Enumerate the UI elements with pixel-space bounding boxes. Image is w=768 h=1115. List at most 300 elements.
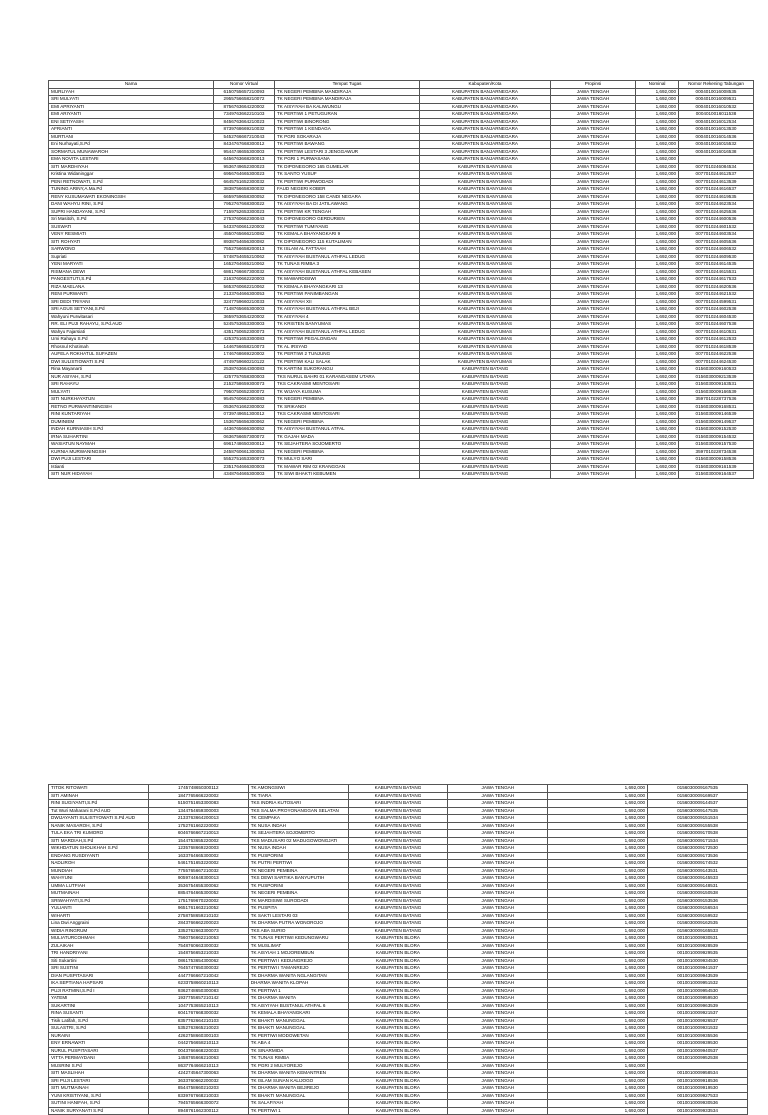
cell-tempat-tugas: TKS ABA SURIO: [248, 927, 348, 935]
cell-propinsi: JAWA TENGAH: [448, 1092, 548, 1100]
table-row: [49, 950, 748, 958]
cell-nomor-virtual: 7560756662210053: [148, 935, 248, 943]
cell-nomor-virtual: 9544746655300003: [214, 148, 275, 156]
cell-tempat-tugas: TK MAWARDISIWI: [275, 276, 420, 284]
cell-nominal: 1,692,000: [548, 860, 648, 868]
cell-nama: RIZA MAELANA: [49, 283, 214, 291]
cell-propinsi: JAWA TENGAH: [448, 1077, 548, 1085]
cell-nama: ZULAIKAH: [49, 942, 149, 950]
cell-nama: EMI ARIYANTI: [49, 111, 214, 119]
table-row: [49, 897, 748, 905]
cell-tempat-tugas: TK PERTIWI 2 TUNJUNG: [275, 351, 420, 359]
cell-nomor-virtual: 6233758660210113: [148, 980, 248, 988]
cell-nama: DWI PUJI LESTARI: [49, 456, 214, 464]
cell-kabupaten: KABUPATEN BLORA: [348, 1070, 448, 1078]
cell-nama: TITOK RITOWATI: [49, 785, 149, 793]
cell-kabupaten: KABUPATEN BATANG: [420, 411, 551, 419]
cell-propinsi: JAWA TENGAH: [551, 433, 636, 441]
cell-nominal: 1,692,000: [636, 418, 679, 426]
cell-nomor-virtual: 4436765666300052: [214, 426, 275, 434]
cell-nama: SITI MASLIHAH: [49, 1070, 149, 1078]
cell-nama: Umi Rahayu S.Pd: [49, 336, 214, 344]
cell-kabupaten: KABUPATEN BLORA: [348, 1062, 448, 1070]
cell-nomor-virtual: 5433760661220002: [214, 223, 275, 231]
cell-nomor-virtual: 3659753654220002: [214, 313, 275, 321]
cell-kabupaten: KABUPATEN BATANG: [348, 912, 448, 920]
cell-propinsi: JAWA TENGAH: [448, 1017, 548, 1025]
cell-nominal: 1,692,000: [636, 358, 679, 366]
cell-nomor-virtual: 7159752653300023: [214, 208, 275, 216]
cell-nominal: 1,692,000: [636, 208, 679, 216]
cell-nomor-virtual: 1235768669220003: [148, 845, 248, 853]
cell-nomor-virtual: 1446756658210073: [214, 343, 275, 351]
cell-nama: Wahyuni Purwitasari: [49, 313, 214, 321]
table-row: [49, 980, 748, 988]
cell-tempat-tugas: TK TIARA: [248, 792, 348, 800]
cell-nama: WIHARTI: [49, 912, 149, 920]
cell-propinsi: JAWA TENGAH: [448, 972, 548, 980]
cell-nomor-rekening: 0156030009173536: [648, 852, 748, 860]
cell-nominal: 1,692,000: [636, 253, 679, 261]
cell-nomor-rekening: 0004010016008535: [679, 88, 754, 96]
cell-nominal: 1,692,000: [636, 298, 679, 306]
cell-kabupaten: KABUPATEN BLORA: [348, 1002, 448, 1010]
cell-nominal: 1,692,000: [636, 231, 679, 239]
cell-tempat-tugas: TK AISYIYAH BUSTANUL ATHFAL BEJI: [275, 306, 420, 314]
cell-nomor-virtual: 8544758660210203: [148, 1085, 248, 1093]
cell-nama: SARWONO: [49, 246, 214, 254]
table-row: [49, 785, 748, 793]
cell-nama: SRI MULYATI: [49, 96, 214, 104]
cell-propinsi: JAWA TENGAH: [551, 268, 636, 276]
cell-nomor-virtual: 5552751653300073: [214, 456, 275, 464]
cell-nominal: 1,692,000: [636, 433, 679, 441]
cell-nama: MUNDIAH: [49, 867, 149, 875]
cell-propinsi: JAWA TENGAH: [448, 1040, 548, 1048]
cell-nomor-rekening: 0010010009935536: [648, 1032, 748, 1040]
cell-nomor-rekening: 0156030009170538: [648, 830, 748, 838]
cell-nomor-rekening: 0077010244613539: [679, 178, 754, 186]
cell-nomor-rekening: 0077010244622538: [679, 351, 754, 359]
cell-nomor-virtual: 6659759658300052: [214, 193, 275, 201]
table-row: [49, 366, 754, 374]
cell-nama: RINI SUGIYANTI,S.Pd: [49, 800, 149, 808]
cell-nomor-rekening: 3597010228734538: [679, 448, 754, 456]
cell-nomor-virtual: 1633764665300002: [148, 852, 248, 860]
cell-tempat-tugas: TK SINARMIDA: [248, 1047, 348, 1055]
cell-propinsi: JAWA TENGAH: [448, 927, 548, 935]
cell-nominal: 1,692,000: [636, 336, 679, 344]
cell-nominal: 1,692,000: [636, 373, 679, 381]
cell-propinsi: JAWA TENGAH: [551, 336, 636, 344]
cell-nomor-virtual: 9545760662300083: [214, 396, 275, 404]
cell-nomor-virtual: 8756763664220002: [214, 103, 275, 111]
cell-nomor-rekening: 0156030009153536: [648, 897, 748, 905]
cell-propinsi: JAWA TENGAH: [551, 358, 636, 366]
cell-nomor-rekening: 0077010244602538: [679, 306, 754, 314]
cell-nama: WAHYUNI: [49, 875, 149, 883]
cell-kabupaten: KABUPATEN BANYUMAS: [420, 201, 551, 209]
table-row: [49, 837, 748, 845]
table-row: [49, 201, 754, 209]
cell-nominal: 1,692,000: [636, 201, 679, 209]
cell-nominal: 1,692,000: [636, 178, 679, 186]
cell-tempat-tugas: TK SALAFIYAH: [248, 1100, 348, 1108]
cell-nomor-rekening: 0010010009934530: [648, 957, 748, 965]
table-row: [49, 403, 754, 411]
cell-nama: PUJI RATMINI,S.Pd I: [49, 987, 149, 995]
table-row: [49, 1032, 748, 1040]
table-row: [49, 208, 754, 216]
cell-tempat-tugas: DHARMA WANITA KLOPAH: [248, 980, 348, 988]
cell-nomor-rekening: 0156030009165533: [648, 927, 748, 935]
cell-kabupaten: KABUPATEN BLORA: [348, 1010, 448, 1018]
cell-kabupaten: KABUPATEN BATANG: [348, 860, 448, 868]
cell-nominal: 1,692,000: [548, 905, 648, 913]
cell-nomor-rekening: 0077010244609530: [679, 253, 754, 261]
cell-kabupaten: KABUPATEN BLORA: [348, 987, 448, 995]
cell-tempat-tugas: TK PUTRI PERTIWI: [248, 860, 348, 868]
cell-tempat-tugas: TK NEGERI PEMBINA: [275, 396, 420, 404]
table-row: [49, 216, 754, 224]
cell-tempat-tugas: TK SANTO YUSUF: [275, 171, 420, 179]
cell-nomor-rekening: 0077010244610531: [679, 328, 754, 336]
cell-propinsi: JAWA TENGAH: [551, 208, 636, 216]
cell-tempat-tugas: TK SRIKANDI: [275, 403, 420, 411]
cell-kabupaten: KABUPATEN BANYUMAS: [420, 193, 551, 201]
cell-nomor-rekening: 0156030009160533: [679, 366, 754, 374]
cell-nominal: 1,692,000: [636, 463, 679, 471]
cell-nomor-rekening: 0156030009172530: [648, 845, 748, 853]
cell-tempat-tugas: TK BHAKTI MANUNGGAL: [248, 1017, 348, 1025]
cell-nama: RETNO PURWANTININGSIH: [49, 403, 214, 411]
cell-propinsi: JAWA TENGAH: [551, 373, 636, 381]
cell-nomor-virtual: 1745748650300112: [148, 785, 248, 793]
cell-nomor-virtual: 2133764666300053: [214, 291, 275, 299]
cell-nama: IRNA SUHARTINI: [49, 433, 214, 441]
cell-propinsi: JAWA TENGAH: [448, 822, 548, 830]
cell-nominal: 1,692,000: [548, 1025, 648, 1033]
cell-nominal: 1,692,000: [548, 890, 648, 898]
table-row: [49, 792, 748, 800]
table-row: [49, 381, 754, 389]
cell-nomor-virtual: 5452766667210043: [214, 133, 275, 141]
cell-kabupaten: KABUPATEN BANYUMAS: [420, 208, 551, 216]
cell-nomor-virtual: 2163760662220003: [214, 276, 275, 284]
cell-nomor-virtual: 4257757658300003: [214, 373, 275, 381]
cell-nominal: 1,692,000: [636, 313, 679, 321]
cell-propinsi: JAWA TENGAH: [448, 852, 548, 860]
cell-nomor-rekening: 0004010016011538: [679, 111, 754, 119]
cell-tempat-tugas: TK DHARMA WANITA NGLANGITAN: [248, 972, 348, 980]
cell-tempat-tugas: TK DIPONEGORO 165 GUMELAR: [275, 163, 420, 171]
cell-tempat-tugas: TK SEJAHTERA SOJOMERTO: [248, 830, 348, 838]
cell-tempat-tugas: TK DIPONEGORO GERDURIEN: [275, 216, 420, 224]
cell-nomor-virtual: 1536755656300062: [214, 418, 275, 426]
table-row: [49, 411, 754, 419]
cell-nomor-rekening: 0077010244617533: [679, 276, 754, 284]
cell-nominal: 1,692,000: [636, 126, 679, 134]
table-row: [49, 463, 754, 471]
cell-nomor-rekening: 0077010244619535: [679, 193, 754, 201]
cell-propinsi: JAWA TENGAH: [551, 223, 636, 231]
cell-nama: NUR ASIYAH, S.Pd: [49, 373, 214, 381]
cell-kabupaten: KABUPATEN BATANG: [348, 830, 448, 838]
table-row: [49, 957, 748, 965]
cell-nomor-virtual: 2538763664300083: [214, 366, 275, 374]
cell-nomor-rekening: 0156030009167535: [648, 785, 748, 793]
cell-nama: RENY KUSUMAWATI EKONINGSIH: [49, 193, 214, 201]
cell-propinsi: JAWA TENGAH: [448, 905, 548, 913]
col-header-nomor-virtual: Nomor Virtual: [214, 81, 275, 89]
cell-nomor-virtual: 2758758659210102: [148, 912, 248, 920]
cell-nomor-virtual: 6956764665300023: [214, 171, 275, 179]
cell-kabupaten: KABUPATEN BATANG: [348, 897, 448, 905]
cell-nomor-virtual: 5245753653300003: [214, 321, 275, 329]
cell-kabupaten: KABUPATEN BATANG: [420, 433, 551, 441]
table-row: [49, 1077, 748, 1085]
cell-nominal: 1,692,000: [548, 837, 648, 845]
cell-nama: PENI RETNOWATI, S.Pd: [49, 178, 214, 186]
table-row: [49, 852, 748, 860]
cell-nomor-virtual: 2753760662300043: [214, 216, 275, 224]
cell-kabupaten: KABUPATEN BANYUMAS: [420, 261, 551, 269]
cell-nama: VITTA PERMAYDANI: [49, 1055, 149, 1063]
cell-propinsi: JAWA TENGAH: [551, 388, 636, 396]
cell-propinsi: JAWA TENGAH: [551, 396, 636, 404]
cell-nomor-virtual: 6961748650300012: [214, 441, 275, 449]
cell-nama: WASIATUN NAYMAH: [49, 441, 214, 449]
cell-propinsi: JAWA TENGAH: [551, 456, 636, 464]
cell-nama: MURLIYAH: [49, 88, 214, 96]
cell-nominal: 1,692,000: [636, 133, 679, 141]
cell-nomor-rekening: 0004010016015532: [679, 141, 754, 149]
cell-nama: MULIATURCOHMAH: [49, 935, 149, 943]
cell-nama: IKA SEPTIANA HAPSARI: [49, 980, 149, 988]
cell-nominal: 1,692,000: [636, 411, 679, 419]
cell-tempat-tugas: TK DHARMA WANITA KEMANTREN: [248, 1070, 348, 1078]
cell-kabupaten: KABUPATEN BATANG: [348, 852, 448, 860]
cell-nomor-rekening: 0156030009149537: [679, 418, 754, 426]
cell-tempat-tugas: TKS CAKRASMI MENTOSARI: [275, 381, 420, 389]
cell-propinsi: JAWA TENGAH: [551, 141, 636, 149]
cell-nomor-rekening: 0156030009152530: [679, 426, 754, 434]
cell-kabupaten: KABUPATEN BLORA: [348, 1055, 448, 1063]
cell-tempat-tugas: TK DHARMA PUTRA WONOROJO: [248, 920, 348, 928]
cell-nama: SUKARTINI: [49, 1002, 149, 1010]
table-row: [49, 103, 754, 111]
cell-tempat-tugas: TK ISLAM AL FATTAAH: [275, 246, 420, 254]
cell-nomor-rekening: 0077010244604530: [679, 313, 754, 321]
cell-propinsi: JAWA TENGAH: [448, 1062, 548, 1070]
table-row: [49, 328, 754, 336]
cell-kabupaten: KABUPATEN BLORA: [348, 957, 448, 965]
cell-tempat-tugas: TK NEGERI PEMBINA MANDIRAJA: [275, 88, 420, 96]
cell-tempat-tugas: TK PERTIWI 1 PETUGURAN: [275, 111, 420, 119]
cell-tempat-tugas: TK PERTIWI BAWANG: [275, 141, 420, 149]
cell-nomor-virtual: 7952767668300022: [214, 201, 275, 209]
teacher-allowance-table-1: [48, 80, 754, 479]
cell-propinsi: JAWA TENGAH: [551, 463, 636, 471]
cell-nomor-virtual: 9362748650300083: [148, 987, 248, 995]
cell-nomor-rekening: 0156030009145533: [648, 875, 748, 883]
table-row: [49, 815, 748, 823]
cell-propinsi: JAWA TENGAH: [448, 860, 548, 868]
table-row: [49, 845, 748, 853]
cell-nominal: 1,692,000: [636, 88, 679, 96]
cell-kabupaten: KABUPATEN BATANG: [348, 920, 448, 928]
cell-tempat-tugas: TK ABA 4: [248, 1040, 348, 1048]
cell-nama: Rhosnul Khotimah: [49, 343, 214, 351]
cell-kabupaten: KABUPATEN BLORA: [348, 935, 448, 943]
table-row: [49, 96, 754, 104]
cell-nomor-virtual: 7645747650300032: [148, 965, 248, 973]
cell-nama: EMA NOVITA LESTARI: [49, 156, 214, 164]
cell-propinsi: JAWA TENGAH: [448, 1070, 548, 1078]
cell-nominal: 1,692,000: [636, 366, 679, 374]
cell-nominal: 1,692,000: [636, 118, 679, 126]
cell-kabupaten: KABUPATEN BLORA: [348, 965, 448, 973]
cell-tempat-tugas: TK BHAKTI MANUNGGAL: [248, 1092, 348, 1100]
cell-nomor-rekening: 0010010009952538: [648, 1055, 748, 1063]
cell-nominal: 1,692,000: [548, 1070, 648, 1078]
cell-nomor-virtual: 5653760662210062: [214, 283, 275, 291]
table-row: [49, 1085, 748, 1093]
cell-nomor-virtual: 8739768669210032: [214, 126, 275, 134]
cell-nama: YULIANTI: [49, 905, 149, 913]
cell-nominal: 1,692,000: [636, 426, 679, 434]
cell-nomor-virtual: 7945765666300072: [148, 1100, 248, 1108]
cell-kabupaten: KABUPATEN BATANG: [420, 366, 551, 374]
cell-nomor-virtual: 4550765666210082: [214, 231, 275, 239]
cell-nomor-rekening: 0156030009157530: [679, 441, 754, 449]
cell-nominal: 1,692,000: [548, 1100, 648, 1108]
cell-nominal: 1,692,000: [636, 381, 679, 389]
cell-nomor-rekening: 0156030009147535: [648, 807, 748, 815]
cell-propinsi: JAWA TENGAH: [448, 1010, 548, 1018]
cell-nama: TRI HANDRIYANI: [49, 950, 149, 958]
cell-tempat-tugas: TK PERTIWI I TAMANREJO: [248, 965, 348, 973]
cell-nomor-virtual: 0536761662300002: [214, 403, 275, 411]
col-header-nomor-rekening: Nomor Rekening Tabungan: [679, 81, 754, 89]
cell-kabupaten: KABUPATEN BLORA: [348, 1017, 448, 1025]
cell-nomor-rekening: 0004010016016538: [679, 148, 754, 156]
cell-nomor-virtual: 1937755657210142: [148, 995, 248, 1003]
cell-nominal: 1,692,000: [636, 321, 679, 329]
cell-nama: Rina Mayanarti: [49, 366, 214, 374]
table-row: [49, 1070, 748, 1078]
table-row: [49, 890, 748, 898]
table-row: [49, 321, 754, 329]
cell-nomor-virtual: 4351750652300073: [214, 328, 275, 336]
table-row: [49, 1062, 748, 1070]
cell-nama: Tut Wuri Maharani S.Pd AUD: [49, 807, 149, 815]
cell-propinsi: JAWA TENGAH: [448, 1107, 548, 1115]
cell-nama: DIAN PUSPITASARI: [49, 972, 149, 980]
table-row: [49, 156, 754, 164]
cell-propinsi: JAWA TENGAH: [551, 328, 636, 336]
table-row: [49, 253, 754, 261]
cell-kabupaten: KABUPATEN BANYUMAS: [420, 313, 551, 321]
cell-nomor-rekening: 0010010009933534: [648, 1107, 748, 1115]
cell-nomor-virtual: 6041767668300032: [148, 1010, 248, 1018]
cell-tempat-tugas: TK PUSPORINI: [248, 882, 348, 890]
cell-propinsi: JAWA TENGAH: [551, 216, 636, 224]
cell-propinsi: JAWA TENGAH: [551, 111, 636, 119]
cell-tempat-tugas: TK CEMPAKA: [248, 815, 348, 823]
cell-nomor-virtual: 6861766667300032: [214, 268, 275, 276]
cell-tempat-tugas: TK KARTINI SUKORANGU: [275, 366, 420, 374]
cell-tempat-tugas: TK TUNAS PERTIWI KEDUNGWARU: [248, 935, 348, 943]
cell-nomor-virtual: 2955756658210072: [214, 96, 275, 104]
cell-propinsi: JAWA TENGAH: [551, 426, 636, 434]
cell-nama: YUNI KRISTIYANI, S.Pd: [49, 1092, 149, 1100]
cell-nomor-virtual: 4253751653300083: [214, 336, 275, 344]
cell-nomor-virtual: 3633760662200032: [148, 1077, 248, 1085]
cell-propinsi: JAWA TENGAH: [448, 845, 548, 853]
cell-nominal: 1,692,000: [636, 448, 679, 456]
cell-kabupaten: KABUPATEN BATANG: [420, 426, 551, 434]
cell-propinsi: JAWA TENGAH: [448, 965, 548, 973]
table-row: [49, 1040, 748, 1048]
table-row: [49, 238, 754, 246]
cell-tempat-tugas: TK PERTIWI KR TENGAH: [275, 208, 420, 216]
cell-propinsi: JAWA TENGAH: [551, 313, 636, 321]
table-row: [49, 995, 748, 1003]
cell-nominal: 1,692,000: [548, 942, 648, 950]
cell-nomor-rekening: 0010010009926537: [648, 1017, 748, 1025]
cell-nomor-virtual: 1047753655210113: [148, 1002, 248, 1010]
cell-propinsi: JAWA TENGAH: [551, 231, 636, 239]
cell-nomor-virtual: 2133763664200013: [148, 815, 248, 823]
cell-nama: SITI MARDIAH,S.Pd: [49, 837, 149, 845]
table-body: [49, 785, 748, 1115]
cell-nama: MUSRINI S.Pd: [49, 1062, 149, 1070]
cell-nomor-rekening: 0077010244599531: [679, 298, 754, 306]
cell-nominal: 1,692,000: [636, 223, 679, 231]
cell-tempat-tugas: TK MUSLIMAT: [248, 942, 348, 950]
cell-nomor-virtual: 0739749651300012: [214, 411, 275, 419]
cell-tempat-tugas: TK PERTIWI MODOWETAN: [248, 1032, 348, 1040]
cell-propinsi: JAWA TENGAH: [448, 1055, 548, 1063]
cell-nominal: 1,692,000: [548, 867, 648, 875]
cell-kabupaten: KABUPATEN BATANG: [420, 381, 551, 389]
cell-nominal: 1,692,000: [548, 1002, 648, 1010]
cell-kabupaten: KABUPATEN BLORA: [348, 1047, 448, 1055]
table-row: [49, 807, 748, 815]
table-row: [49, 231, 754, 239]
cell-nama: NURUL PUSPITASARI: [49, 1047, 149, 1055]
cell-propinsi: JAWA TENGAH: [448, 882, 548, 890]
cell-nominal: 1,692,000: [636, 156, 679, 164]
cell-nama: SULASTRI, S.Pd: [49, 1025, 149, 1033]
cell-kabupaten: KABUPATEN BATANG: [348, 807, 448, 815]
cell-nama: AFRIANTI: [49, 126, 214, 134]
cell-kabupaten: KABUPATEN BANJARNEGARA: [420, 88, 551, 96]
cell-nominal: 1,692,000: [636, 261, 679, 269]
cell-nomor-rekening: 0156030009155538: [648, 822, 748, 830]
cell-nomor-rekening: 0077010244620536: [679, 283, 754, 291]
cell-propinsi: JAWA TENGAH: [448, 1002, 548, 1010]
cell-tempat-tugas: TK NEGERI PEMBINA: [248, 890, 348, 898]
cell-tempat-tugas: TK DHARMA WANITA BEJIREJO: [248, 1085, 348, 1093]
cell-nomor-rekening: 0077010244623534: [679, 201, 754, 209]
cell-nomor-rekening: 0156030009158536: [679, 456, 754, 464]
cell-propinsi: JAWA TENGAH: [551, 471, 636, 479]
cell-nomor-rekening: 0077010246084534: [679, 163, 754, 171]
table-row: [49, 126, 754, 134]
cell-nama: ENI SETIYASIH: [49, 118, 214, 126]
